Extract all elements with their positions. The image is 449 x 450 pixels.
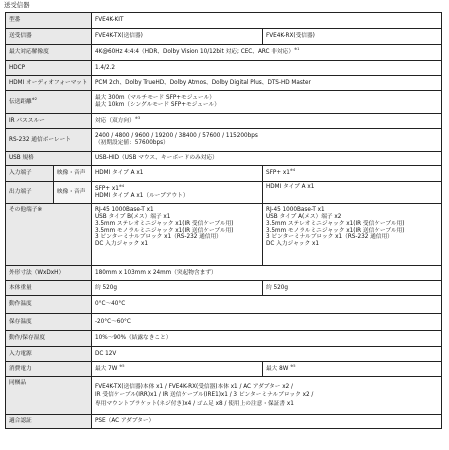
value-text: SFP+ x1 xyxy=(95,185,119,192)
row-resolution xyxy=(6,45,442,61)
value-line: IR 受信ケーブル(IRR)x1 / IR 送信ケーブル(IRE1)x1 / 3 ピンターミナルブロック x2 / xyxy=(95,392,314,399)
footnote-mark: ※5 xyxy=(290,363,296,368)
row-sublabel: 映像・音声 xyxy=(54,182,92,204)
port-line: 3.5mm モノラルミニジャック x1(IR 送信ケーブル用) xyxy=(266,227,405,234)
port-line: RJ-45 1000Base-T x1 xyxy=(95,207,154,213)
port-line: 3 ピンターミナルブロック x1（RS-232 通信用） xyxy=(266,234,393,241)
row-label: 保存温度 xyxy=(6,314,92,331)
row-device xyxy=(6,29,442,45)
port-line: USB タイプ A(メス）端子 x2 xyxy=(266,213,342,220)
row-storage-temp xyxy=(6,314,442,331)
rx-cell xyxy=(263,166,442,182)
footnote-mark: ※4 xyxy=(118,183,125,188)
row-label: 送受信器 xyxy=(6,29,92,45)
row-label: 型番 xyxy=(6,13,92,29)
rx-cell xyxy=(263,204,442,266)
tx-cell: 約 520g xyxy=(92,281,263,296)
row-label: 適合認証 xyxy=(6,415,92,429)
row-cert xyxy=(6,415,442,429)
port-line: 3.5mm モノラルミニジャック x1(IR 送信ケーブル用) xyxy=(95,227,234,234)
row-weight xyxy=(6,281,442,296)
value-line: 最大 300m（マルチモード SFP+モジュール） xyxy=(95,95,215,102)
value-line: （初期設定値：57600bps） xyxy=(95,140,169,146)
row-label: HDMI オーディオフォーマット xyxy=(6,76,92,91)
row-label: 最大対応解像度 xyxy=(6,45,92,61)
row-value: PSE（AC アダプター） xyxy=(92,415,442,429)
row-value xyxy=(92,114,442,129)
row-audio-format xyxy=(6,76,442,91)
row-hdcp xyxy=(6,61,442,76)
row-label: 消費電力 xyxy=(6,362,92,377)
footnote-mark: ※5 xyxy=(119,363,125,368)
row-label: 外形寸法（WxDxH） xyxy=(6,266,92,281)
row-op-temp xyxy=(6,296,442,314)
value-text: 最大 7W xyxy=(95,365,118,372)
value-line xyxy=(95,183,259,193)
row-value xyxy=(92,129,442,152)
label-text: 伝送距離 xyxy=(9,98,32,105)
port-line: 3 ピンターミナルブロック x1（RS-232 通信用） xyxy=(95,234,222,241)
rx-cell: HDMI タイプ A x1 xyxy=(263,182,442,204)
value-text: SFP+ x1 xyxy=(266,170,290,177)
row-value: 1.4/2.2 xyxy=(92,61,442,76)
rx-cell: 約 520g xyxy=(263,281,442,296)
footnote-mark: ※4 xyxy=(289,168,296,173)
row-usb xyxy=(6,152,442,166)
row-value: 180mm x 103mm x 24mm（突起物含まず） xyxy=(92,266,442,281)
row-value xyxy=(92,91,442,114)
row-label: 動作温度 xyxy=(6,296,92,314)
port-line: 3.5mm ステレオミニジャック x1(IR 受信ケーブル用) xyxy=(95,220,234,227)
row-ir xyxy=(6,114,442,129)
port-line: USB タイプ B(メス）端子 x1 xyxy=(95,213,171,220)
row-bundle xyxy=(6,377,442,415)
row-value: 0°C〜40°C xyxy=(92,296,442,314)
row-label: 入力端子 xyxy=(6,166,54,182)
row-input xyxy=(6,166,442,182)
port-line: DC 入力ジャック x1 xyxy=(95,241,148,248)
port-line: RJ-45 1000Base-T x1 xyxy=(266,207,325,213)
tx-cell: HDMI タイプ A x1 xyxy=(92,166,263,182)
row-label: その他端子※ xyxy=(6,204,92,266)
tx-cell xyxy=(92,182,263,204)
value-text: 最大 8W xyxy=(266,365,289,372)
value-line: 専用マウントブラケット(ネジ付き)x4 / ゴム足 x8 / 使用上の注意・保証書 x1 xyxy=(95,400,294,407)
row-value: USB-HID（USB マウス、キーボードのみ対応） xyxy=(92,152,442,166)
port-line: 3.5mm ステレオミニジャック x1(IR 受信ケーブル用) xyxy=(266,220,405,227)
row-distance xyxy=(6,91,442,114)
row-power xyxy=(6,347,442,362)
section-title: 送受信器 xyxy=(4,1,30,9)
row-rs232 xyxy=(6,129,442,152)
rx-cell xyxy=(263,362,442,377)
port-line: DC 入力ジャック x1 xyxy=(266,241,319,248)
row-label: 同梱品 xyxy=(6,377,92,415)
row-humidity xyxy=(6,331,442,347)
tx-cell: FVE4K-TX(送信器) xyxy=(92,29,263,45)
value-text: 4K@60Hz 4:4:4（HDR、Dolby Vision 10/12bit 対応; CEC、ARC 非対応） xyxy=(95,49,295,56)
row-label: HDCP xyxy=(6,61,92,76)
row-label: RS-232 通信ボーレート xyxy=(6,129,92,152)
row-label: IR パススルー xyxy=(6,114,92,129)
row-value: 10%〜90%（結露なきこと） xyxy=(92,331,442,347)
row-value: FVE4K-KIT xyxy=(92,13,442,29)
row-label: 動作/保存湿度 xyxy=(6,331,92,347)
row-other xyxy=(6,204,442,266)
value-line: FVE4K-TX(送信器)本体 x1 / FVE4K-RX(受信器)本体 x1 / AC アダプター x2 / xyxy=(95,384,293,391)
row-sublabel: 映像・音声 xyxy=(54,166,92,182)
row-label: 本体重量 xyxy=(6,281,92,296)
value-text: 対応（双方向） xyxy=(95,117,135,124)
row-label: USB 規格 xyxy=(6,152,92,166)
row-dimensions xyxy=(6,266,442,281)
row-value: -20°C〜60°C xyxy=(92,314,442,331)
value-line: 最大 10km（シングルモード SFP+モジュール） xyxy=(95,102,220,108)
tx-cell xyxy=(92,362,263,377)
row-value: PCM 2ch、Dolby TrueHD、Dolby Atmos、Dolby Digital Plus、DTS-HD Master xyxy=(92,76,442,91)
row-label xyxy=(6,91,92,114)
row-value xyxy=(92,45,442,61)
footnote-mark: ※1 xyxy=(294,47,300,52)
footnote-mark: ※2 xyxy=(31,96,38,101)
tx-cell xyxy=(92,204,263,266)
row-model xyxy=(6,13,442,29)
row-consumption xyxy=(6,362,442,377)
value-line: 2400 / 4800 / 9600 / 19200 / 38400 / 57600 / 115200bps xyxy=(95,133,258,140)
row-value: DC 12V xyxy=(92,347,442,362)
footnote-mark: ※3 xyxy=(134,115,141,120)
row-value xyxy=(92,377,442,415)
row-output xyxy=(6,182,442,204)
value-line: HDMI タイプ A x1（ループアウト） xyxy=(95,192,189,199)
spec-table xyxy=(5,12,442,429)
row-label: 入力電源 xyxy=(6,347,92,362)
rx-cell: FVE4K-RX(受信器) xyxy=(263,29,442,45)
row-label: 出力端子 xyxy=(6,182,54,204)
